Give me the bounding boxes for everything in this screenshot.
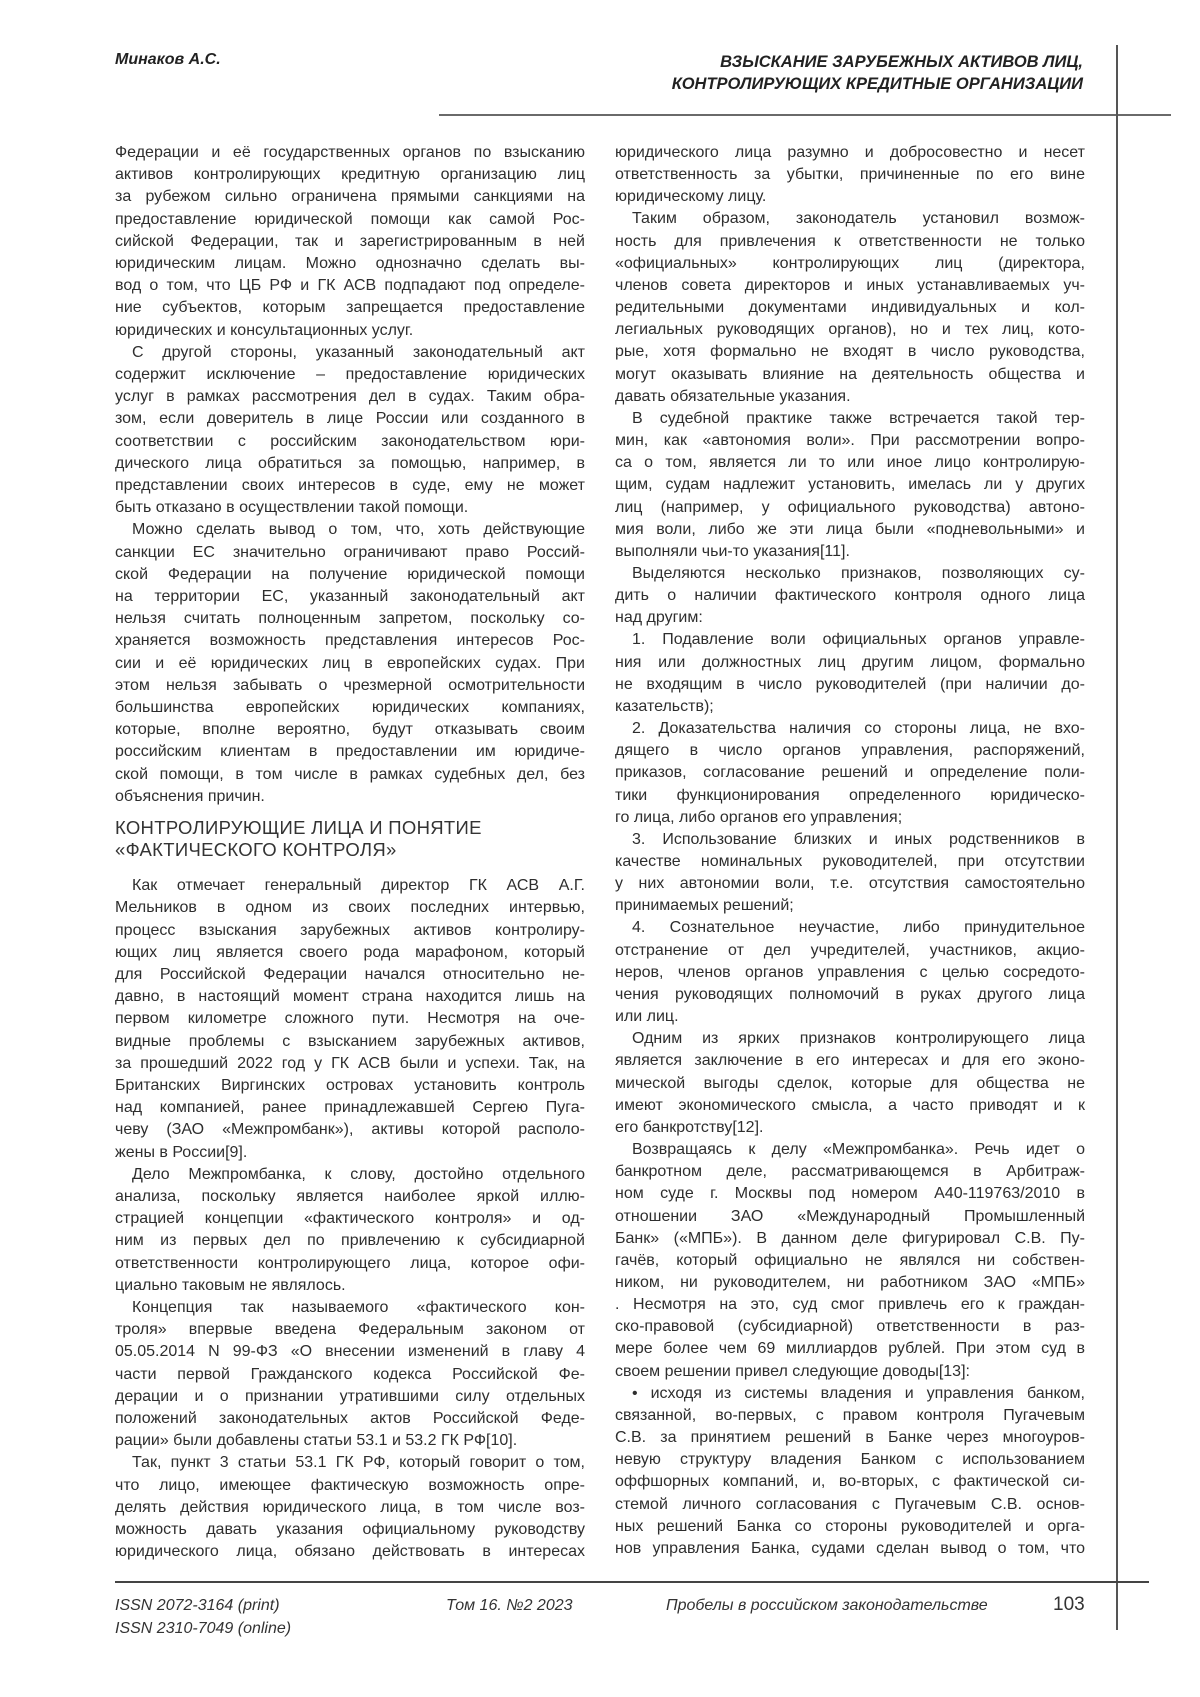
- text-line: оффшорных компаний, и, во-вторых, с фактической си-: [615, 1471, 1085, 1493]
- text-line: над компанией, ранее принадлежавшей Сергею Пуга-: [115, 1097, 585, 1119]
- text-line: 3. Использование близких и иных родственников в: [615, 829, 1085, 851]
- text-line: 05.05.2014 N 99-ФЗ «О внесении изменений в главу 4: [115, 1341, 585, 1363]
- paragraph: [115, 519, 585, 808]
- paragraph: [615, 142, 1085, 208]
- text-line: первом километре сложного пути. Несмотря на оче-: [115, 1008, 585, 1030]
- paragraph: [615, 1139, 1085, 1383]
- text-line: рые, хотя формально не входят в число руководства,: [615, 341, 1085, 363]
- text-line: большинства европейских юридических компаниях,: [115, 697, 585, 719]
- text-line: качестве номинальных руководителей, при отсутствии: [615, 851, 1085, 873]
- text-line: российским клиентам в предоставлении им юридиче-: [115, 741, 585, 763]
- issn-online: ISSN 2310-7049 (online): [115, 1620, 291, 1638]
- text-line: объяснения причин.: [115, 786, 585, 808]
- text-line: что лицо, имеющее фактическую возможность опре-: [115, 1475, 585, 1497]
- text-line: редительными документами индивидуальных и кол-: [615, 297, 1085, 319]
- text-line: членов совета директоров и иных устанавливаемых уч-: [615, 275, 1085, 297]
- text-line: санкции ЕС значительно ограничивают право Россий-: [115, 542, 585, 564]
- text-line: легиальных руководящих органов), но и тех лиц, кото-: [615, 319, 1085, 341]
- text-line: вод о том, что ЦБ РФ и ГК АСВ подпадают под определе-: [115, 275, 585, 297]
- text-line: дить о наличии фактического контроля одного лица: [615, 585, 1085, 607]
- text-line: Таким образом, законодатель установил возмож-: [615, 208, 1085, 230]
- paragraph: [615, 408, 1085, 563]
- text-line: С другой стороны, указанный законодательный акт: [115, 342, 585, 364]
- section-heading: [115, 817, 585, 861]
- text-line: ответственности контролирующего лица, которое офи-: [115, 1253, 585, 1275]
- text-line: щим, судам надлежит установить, имелась ли у других: [615, 474, 1085, 496]
- text-line: 4. Сознательное неучастие, либо принудительное: [615, 917, 1085, 939]
- text-line: ско-правовой (субсидиарной) ответственности в раз-: [615, 1316, 1085, 1338]
- paragraph: [615, 718, 1085, 829]
- text-line: юридическим лицам. Можно однозначно сделать вы-: [115, 253, 585, 275]
- text-line: могут оказывать влияние на деятельность общества и: [615, 364, 1085, 386]
- heading-line: КОНТРОЛИРУЮЩИЕ ЛИЦА И ПОНЯТИЕ: [115, 817, 585, 839]
- text-line: дящего в число органов управления, распоряжений,: [615, 740, 1085, 762]
- text-line: Британских Виргинских островах установить контроль: [115, 1075, 585, 1097]
- running-title-line: КОНТРОЛИРУЮЩИХ КРЕДИТНЫЕ ОРГАНИЗАЦИИ: [672, 73, 1083, 95]
- text-line: • исходя из системы владения и управления банком,: [615, 1383, 1085, 1405]
- text-line: ность для привлечения к ответственности не только: [615, 231, 1085, 253]
- text-line: представлении своих интересов в суде, ему не может: [115, 475, 585, 497]
- text-line: быть отказано в осуществлении такой помощи.: [115, 497, 585, 519]
- text-line: юридического лица разумно и добросовестно и несет: [615, 142, 1085, 164]
- text-line: процесс взыскания зарубежных активов контролиру-: [115, 920, 585, 942]
- text-line: ния или должностных лиц другим лицом, формально: [615, 652, 1085, 674]
- text-line: соответствии с российским законодательством юри-: [115, 431, 585, 453]
- text-line: мин, как «автономия воли». При рассмотрении вопро-: [615, 430, 1085, 452]
- text-line: Так, пункт 3 статьи 53.1 ГК РФ, который говорит о том,: [115, 1452, 585, 1474]
- paragraph: [615, 829, 1085, 918]
- text-line: за прошедший 2022 год у ГК АСВ были и успехи. Так, на: [115, 1053, 585, 1075]
- text-line: нельзя считать полноценным запретом, поскольку со-: [115, 608, 585, 630]
- text-line: содержит исключение – предоставление юридических: [115, 364, 585, 386]
- text-line: юридических и консультационных услуг.: [115, 320, 585, 342]
- text-line: на территории ЕС, указанный законодательный акт: [115, 586, 585, 608]
- paragraph: [615, 1028, 1085, 1139]
- text-line: ской Федерации на получение юридической помощи: [115, 564, 585, 586]
- text-line: Федерации и её государственных органов по взысканию: [115, 142, 585, 164]
- text-line: отстранение от дел учредителей, участников, акцио-: [615, 940, 1085, 962]
- text-line: юридического лица, обязано действовать в интересах: [115, 1541, 585, 1563]
- paragraph: [115, 1164, 585, 1297]
- text-line: банкротном деле, рассматривающемся в Арбитраж-: [615, 1161, 1085, 1183]
- text-line: ющих лиц является своего рода марафоном, который: [115, 942, 585, 964]
- text-line: храняется возможность представления интересов Рос-: [115, 630, 585, 652]
- paragraph: [115, 342, 585, 520]
- text-line: чеву (ЗАО «Межпромбанк»), активы которой располо-: [115, 1119, 585, 1141]
- text-line: Банк» («МПБ»). В данном деле фигурировал С.В. Пу-: [615, 1228, 1085, 1250]
- paragraph: [115, 142, 585, 342]
- running-title: [672, 51, 1083, 95]
- text-line: «официальных» контролирующих лиц (директора,: [615, 253, 1085, 275]
- footer-rule: [115, 1581, 1149, 1583]
- text-line: юридическому лицу.: [615, 186, 1085, 208]
- running-title-line: ВЗЫСКАНИЕ ЗАРУБЕЖНЫХ АКТИВОВ ЛИЦ,: [672, 51, 1083, 73]
- text-line: 1. Подавление воли официальных органов управле-: [615, 629, 1085, 651]
- paragraph: [615, 1383, 1085, 1560]
- right-column: [615, 142, 1085, 1560]
- text-line: анализа, поскольку является наиболее яркой иллю-: [115, 1186, 585, 1208]
- text-line: тики функционирования определенного юридическо-: [615, 785, 1085, 807]
- text-line: выполняли чьи-то указания[11].: [615, 541, 1085, 563]
- text-line: за рубежом сильно ограничена прямыми санкциями на: [115, 186, 585, 208]
- text-line: для Российской Федерации начался относительно не-: [115, 964, 585, 986]
- text-line: 2. Доказательства наличия со стороны лица, не вхо-: [615, 718, 1085, 740]
- text-line: неров, членов органов управления с целью сосредото-: [615, 962, 1085, 984]
- text-line: его банкротству[12].: [615, 1117, 1085, 1139]
- text-line: является заключение в его интересах и для его эконо-: [615, 1050, 1085, 1072]
- text-line: не входящим в число руководителей (при наличии до-: [615, 674, 1085, 696]
- paragraph: [615, 208, 1085, 407]
- paragraph: [615, 563, 1085, 629]
- text-line: предоставление юридической помощи как самой Рос-: [115, 209, 585, 231]
- text-line: отношении ЗАО «Международный Промышленный: [615, 1206, 1085, 1228]
- text-line: мере более чем 69 миллиардов рублей. При этом суд в: [615, 1338, 1085, 1360]
- text-line: ником, ни руководителем, ни работником ЗАО «МПБ»: [615, 1272, 1085, 1294]
- text-line: Можно сделать вывод о том, что, хоть действующие: [115, 519, 585, 541]
- text-line: чения руководящих полномочий в руках другого лица: [615, 984, 1085, 1006]
- running-author: Минаков А.С.: [115, 51, 221, 69]
- text-line: стемой личного согласования с Пугачевым С.В. основ-: [615, 1494, 1085, 1516]
- paragraph: [615, 917, 1085, 1028]
- text-line: мия воли, либо же эти лица были «подневольными» и: [615, 519, 1085, 541]
- margin-vertical-rule: [1116, 45, 1118, 1630]
- text-line: Концепция так называемого «фактического кон-: [115, 1297, 585, 1319]
- text-line: ответственность за убытки, причиненные по его вине: [615, 164, 1085, 186]
- text-line: Одним из ярких признаков контролирующего лица: [615, 1028, 1085, 1050]
- text-line: имеют экономического смысла, а часто приводят и к: [615, 1095, 1085, 1117]
- text-line: услуг в рамках рассмотрения дел в судах. Таким обра-: [115, 386, 585, 408]
- text-line: мической выгоды сделок, которые для общества не: [615, 1073, 1085, 1095]
- page-number: 103: [1053, 1594, 1085, 1616]
- text-line: рации» были добавлены статьи 53.1 и 53.2 ГК РФ[10].: [115, 1430, 585, 1452]
- text-line: своем решении привел следующие доводы[13]:: [615, 1361, 1085, 1383]
- heading-line: «ФАКТИЧЕСКОГО КОНТРОЛЯ»: [115, 839, 585, 861]
- text-line: ных решений Банка со стороны руководителей и орга-: [615, 1516, 1085, 1538]
- text-line: го лица, либо органов его управления;: [615, 807, 1085, 829]
- text-line: Как отмечает генеральный директор ГК АСВ А.Г.: [115, 875, 585, 897]
- text-line: Возвращаясь к делу «Межпромбанка». Речь идет о: [615, 1139, 1085, 1161]
- paragraph: [115, 1297, 585, 1452]
- text-line: дического лица обратиться за помощью, например, в: [115, 453, 585, 475]
- text-line: которые, вполне вероятно, будут отказывать своим: [115, 719, 585, 741]
- text-line: Дело Межпромбанка, к слову, достойно отдельного: [115, 1164, 585, 1186]
- volume-issue: Том 16. №2 2023: [446, 1597, 573, 1615]
- text-line: давно, в настоящий момент страна находится лишь на: [115, 986, 585, 1008]
- text-line: части первой Гражданского кодекса Российской Фе-: [115, 1364, 585, 1386]
- journal-name: Пробелы в российском законодательстве: [666, 1597, 988, 1615]
- text-line: ним из первых дел по привлечению к субсидиарной: [115, 1230, 585, 1252]
- text-line: гачёв, который официально не являлся ни собствен-: [615, 1250, 1085, 1272]
- text-line: ние субъектов, которым запрещается предоставление: [115, 297, 585, 319]
- text-line: Выделяются несколько признаков, позволяющих су-: [615, 563, 1085, 585]
- left-column: [115, 142, 585, 1563]
- text-line: сийской Федерации, так и зарегистрированным в ней: [115, 231, 585, 253]
- text-line: дерации и о признании утратившими силу отдельных: [115, 1386, 585, 1408]
- text-line: зом, если доверитель в лице России или созданного в: [115, 408, 585, 430]
- header-rule: [439, 114, 1171, 116]
- paragraph: [115, 1452, 585, 1563]
- text-line: сии и её юридических лиц в европейских судах. При: [115, 653, 585, 675]
- text-line: невую структуру владения Банком с использованием: [615, 1449, 1085, 1471]
- text-line: казательств);: [615, 696, 1085, 718]
- text-line: В судебной практике также встречается такой тер-: [615, 408, 1085, 430]
- text-line: связанной, во-первых, с правом контроля Пугачевым: [615, 1405, 1085, 1427]
- text-line: этом нельзя забывать о чрезмерной осмотрительности: [115, 675, 585, 697]
- text-line: страцией концепции «фактического контроля» и од-: [115, 1208, 585, 1230]
- text-line: циально таковым не являлось.: [115, 1275, 585, 1297]
- text-line: можность давать указания официальному руководству: [115, 1519, 585, 1541]
- text-line: Мельников в одном из своих последних интервью,: [115, 897, 585, 919]
- text-line: лиц (например, у официального руководства) автоно-: [615, 497, 1085, 519]
- text-line: . Несмотря на это, суд смог привлечь его к граждан-: [615, 1294, 1085, 1316]
- text-line: видные проблемы с взысканием зарубежных активов,: [115, 1031, 585, 1053]
- text-line: принимаемых решений;: [615, 895, 1085, 917]
- issn-print: ISSN 2072-3164 (print): [115, 1597, 280, 1615]
- paragraph: [115, 875, 585, 1164]
- text-line: троля» впервые введена Федеральным законом от: [115, 1319, 585, 1341]
- text-line: приказов, согласование решений и определение поли-: [615, 762, 1085, 784]
- text-line: делять действия юридического лица, в том числе воз-: [115, 1497, 585, 1519]
- text-line: жены в России[9].: [115, 1142, 585, 1164]
- text-line: С.В. за принятием решений в Банке через многоуров-: [615, 1427, 1085, 1449]
- text-line: нов управления Банка, судами сделан вывод о том, что: [615, 1538, 1085, 1560]
- text-line: у них автономии воли, т.е. отсутствия самостоятельно: [615, 873, 1085, 895]
- text-line: активов контролирующих кредитную организацию лиц: [115, 164, 585, 186]
- paragraph: [615, 629, 1085, 718]
- text-line: са о том, является ли то или иное лицо контролирую-: [615, 452, 1085, 474]
- text-line: давать обязательные указания.: [615, 386, 1085, 408]
- text-line: ном суде г. Москвы под номером А40-119763/2010 в: [615, 1183, 1085, 1205]
- text-line: ской помощи, в том числе в рамках судебных дел, без: [115, 764, 585, 786]
- text-line: положений законодательных актов Российской Феде-: [115, 1408, 585, 1430]
- text-line: или лиц.: [615, 1006, 1085, 1028]
- text-line: над другим:: [615, 607, 1085, 629]
